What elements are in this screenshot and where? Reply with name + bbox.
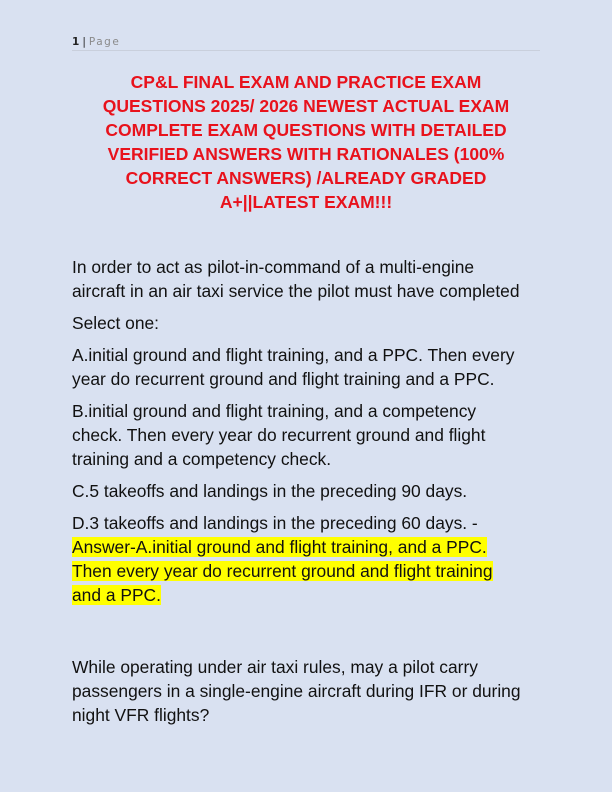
option-b-line: training and a competency check. xyxy=(72,449,332,469)
page-number: 1 xyxy=(72,36,80,48)
answer-line xyxy=(72,559,544,583)
stem-line: passengers in a single-engine aircraft during IFR or during xyxy=(72,681,521,701)
answer-highlight: and a PPC. xyxy=(72,585,161,605)
question-gap xyxy=(72,615,544,655)
stem-line: While operating under air taxi rules, may a pilot carry xyxy=(72,657,478,677)
document-body xyxy=(72,255,544,735)
title-line: VERIFIED ANSWERS WITH RATIONALES (100% xyxy=(107,144,505,164)
page-header xyxy=(72,36,540,51)
option-c: C.5 takeoffs and landings in the preceding 90 days. xyxy=(72,481,468,501)
title-line: A+||LATEST EXAM!!! xyxy=(219,192,393,212)
option-a-line: year do recurrent ground and flight training and a PPC. xyxy=(72,369,495,389)
answer-line xyxy=(72,535,544,559)
question-2-stem xyxy=(72,655,544,727)
option-b xyxy=(72,399,544,471)
title-line: QUESTIONS 2025/ 2026 NEWEST ACTUAL EXAM xyxy=(102,96,510,116)
document-title xyxy=(72,70,540,214)
option-b-line: check. Then every year do recurrent ground and flight xyxy=(72,425,486,445)
answer-highlight: Answer-A.initial ground and flight training, and a PPC. xyxy=(72,537,487,557)
stem-line: aircraft in an air taxi service the pilot must have completed xyxy=(72,281,520,301)
title-line: COMPLETE EXAM QUESTIONS WITH DETAILED xyxy=(105,120,507,140)
option-d-and-answer xyxy=(72,511,544,607)
question-1-stem xyxy=(72,255,544,303)
option-b-line: B.initial ground and flight training, and a competency xyxy=(72,401,477,421)
title-line: CP&L FINAL EXAM AND PRACTICE EXAM xyxy=(130,72,482,92)
stem-line: night VFR flights? xyxy=(72,705,210,725)
option-d: D.3 takeoffs and landings in the preceding 60 days. - xyxy=(72,513,478,533)
select-prompt: Select one: xyxy=(72,313,160,333)
answer-highlight: Then every year do recurrent ground and flight training xyxy=(72,561,493,581)
title-line: CORRECT ANSWERS) /ALREADY GRADED xyxy=(125,168,487,188)
page-word: Page xyxy=(88,36,121,48)
page-separator: | xyxy=(82,36,86,48)
stem-line: In order to act as pilot-in-command of a multi-engine xyxy=(72,257,475,277)
option-a xyxy=(72,343,544,391)
option-a-line: A.initial ground and flight training, and a PPC. Then every xyxy=(72,345,515,365)
answer-line xyxy=(72,583,544,607)
